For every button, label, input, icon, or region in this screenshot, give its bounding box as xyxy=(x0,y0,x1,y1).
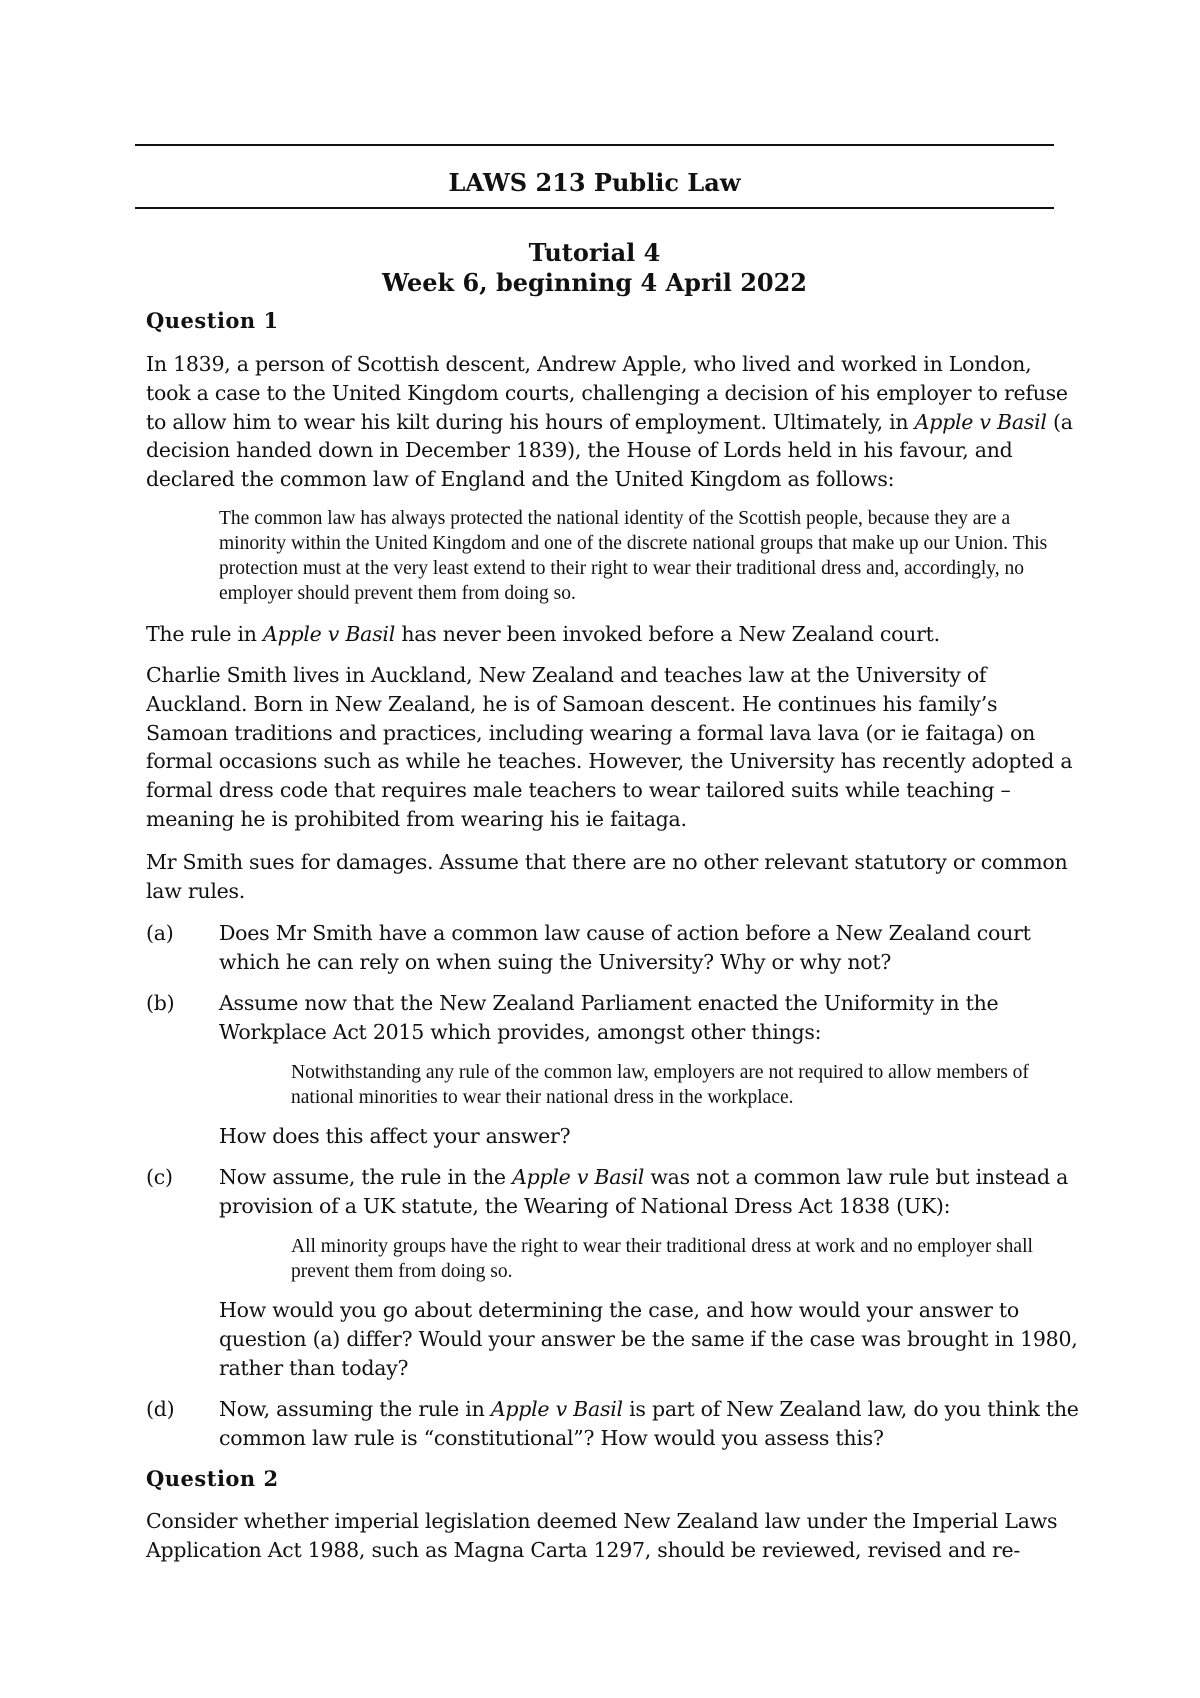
top-rule xyxy=(135,144,1054,146)
question-1-intro xyxy=(146,350,1076,494)
apple-v-basil-quote: The common law has always protected the national identity of the Scottish people, because they are a minority within the United Kingdom and one of the discrete national groups that make up our Union. This protection must at the very least extend to their right to wear their traditional dress and, accordingly, no employer should prevent them from doing so. xyxy=(219,508,1048,604)
question-1c-followup-text: How would you go about determining the case, and how would your answer to question (a) differ? Would your answer be the same if the case was brought in 1980, rather than today? xyxy=(219,1298,1078,1380)
title-rule xyxy=(135,207,1054,209)
question-2-heading: Question 2 xyxy=(146,1466,279,1491)
case-name: Apple v Basil xyxy=(512,1165,645,1189)
question-1a-text: Does Mr Smith have a common law cause of action before a New Zealand court which he can rely on when suing the University? Why or why not? xyxy=(219,921,1031,974)
case-name: Apple v Basil xyxy=(263,622,396,646)
question-1b-label: (b) xyxy=(146,991,175,1015)
question-1b-followup-text: How does this affect your answer? xyxy=(219,1124,571,1148)
intro-text-2: (a decision handed down in December 1839), the House of Lords held in his favour, and declared the common law of England and the United Kingdom as follows: xyxy=(146,409,1073,492)
tutorial-week: Week 6, beginning 4 April 2022 xyxy=(382,268,807,297)
question-1-heading: Question 1 xyxy=(146,308,279,333)
national-dress-act-quote: All minority groups have the right to wear their traditional dress at work and no employer shall prevent them from doing so. xyxy=(291,1236,1033,1282)
uniformity-act-quote: Notwithstanding any rule of the common law, employers are not required to allow members of national minorities to wear their national dress in the workplace. xyxy=(291,1062,1029,1108)
c-text-2: was not a common law rule but instead a provision of a UK statute, the Wearing of National Dress Act 1838 (UK): xyxy=(219,1165,1069,1218)
tutorial-heading xyxy=(135,238,1054,298)
tutorial-number: Tutorial 4 xyxy=(528,238,661,267)
question-1d-label: (d) xyxy=(146,1397,175,1421)
charlie-smith-facts: Charlie Smith lives in Auckland, New Zealand and teaches law at the University of Auckland. Born in New Zealand, he is of Samoan descent. He continues his family’s Samoan traditions and practices, including wearing a formal lava lava (or ie faitaga) on formal occasions such as while he teaches. However, the University has recently adopted a formal dress code that requires male teachers to wear tailored suits while teaching – meaning he is prohibited from wearing his ie faitaga. xyxy=(146,663,1073,831)
course-title: LAWS 213 Public Law xyxy=(448,168,741,197)
rule-text-1: The rule in xyxy=(146,622,264,646)
case-name: Apple v Basil xyxy=(914,409,1047,434)
question-1c-text xyxy=(219,1163,1079,1221)
mr-smith-sues: Mr Smith sues for damages. Assume that there are no other relevant statutory or common law rules. xyxy=(146,850,1068,903)
question-1c-label: (c) xyxy=(146,1165,173,1189)
question-2-text: Consider whether imperial legislation deemed New Zealand law under the Imperial Laws Application Act 1988, such as Magna Carta 1297, should be reviewed, revised and re- xyxy=(146,1509,1058,1562)
d-text-1: Now, assuming the rule in xyxy=(219,1397,491,1421)
question-1a-label: (a) xyxy=(146,921,174,945)
c-text-1: Now assume, the rule in the xyxy=(219,1165,513,1189)
case-name: Apple v Basil xyxy=(490,1397,623,1421)
rule-statement xyxy=(146,620,1076,649)
intro-text-1: In 1839, a person of Scottish descent, Andrew Apple, who lived and worked in London, took a case to the United Kingdom courts, challenging a decision of his employer to refuse to allow him to wear his kilt during his hours of employment. Ultimately, in xyxy=(146,352,1068,434)
d-text-2: is part of New Zealand law, do you think the common law rule is “constitutional”? How would you assess this? xyxy=(219,1397,1079,1450)
question-1b-text: Assume now that the New Zealand Parliament enacted the Uniformity in the Workplace Act 2015 which provides, amongst other things: xyxy=(219,991,999,1044)
rule-text-2: has never been invoked before a New Zealand court. xyxy=(395,622,940,646)
question-1d-text xyxy=(219,1395,1079,1453)
